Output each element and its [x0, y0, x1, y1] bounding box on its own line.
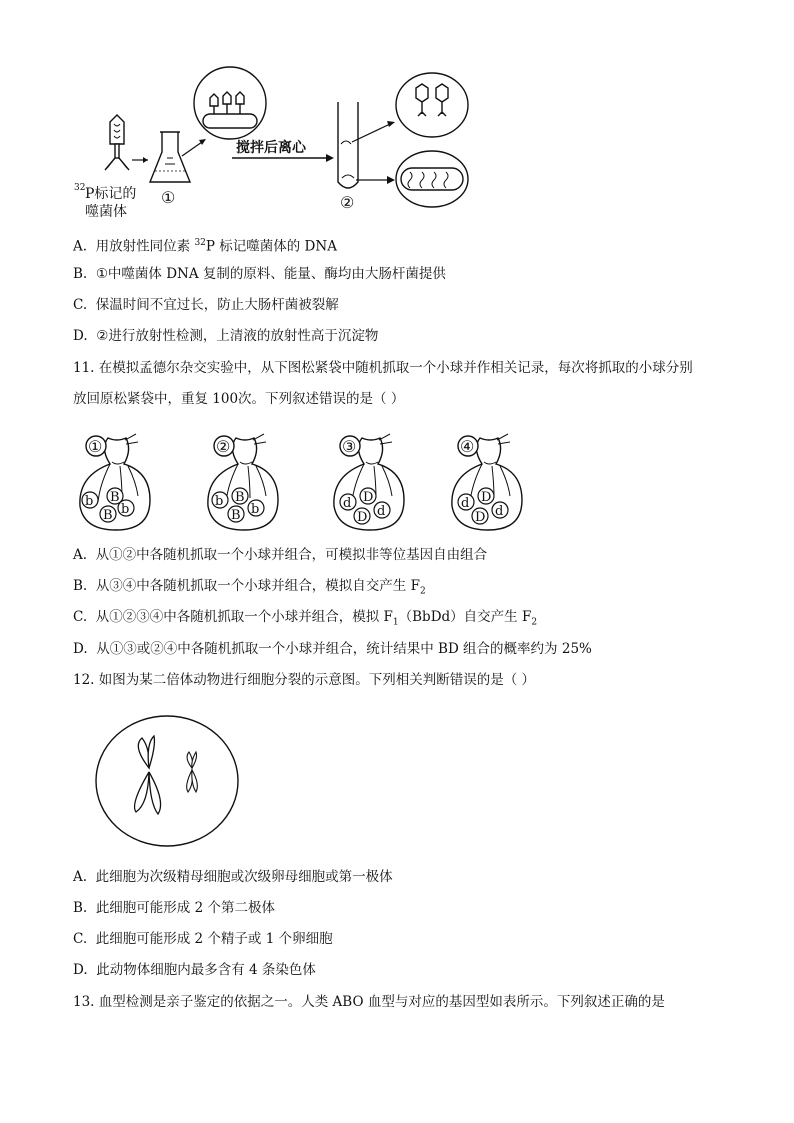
stir-centrifuge-label: 搅拌后离心: [236, 140, 306, 156]
q12-option-d: D. 此动物体细胞内最多含有 4 条染色体: [73, 962, 316, 978]
cell-division-figure: [94, 714, 240, 848]
sediment-circle: [396, 151, 468, 207]
supernatant-circle: [396, 73, 468, 137]
step1-label: ①: [161, 188, 176, 207]
bag-4-ball-4: d: [495, 504, 504, 519]
q11-option-d: D. 从①③或②④中各随机抓取一个小球并组合，统计结果中 BD 组合的概率约为 25%: [73, 641, 592, 657]
bag-4-ball-3: D: [475, 510, 486, 525]
bag-3: [334, 434, 404, 530]
q11-stem-line1: 11. 在模拟孟德尔杂交实验中，从下图松紧袋中随机抓取一个小球并作相关记录，每次将抓取的小球分别: [73, 360, 693, 376]
flask-icon: [150, 132, 190, 182]
q12-option-b: B. 此细胞可能形成 2 个第二极体: [73, 900, 275, 916]
bag-1-ball-2: B: [110, 490, 120, 505]
q12-stem: 12. 如图为某二倍体动物进行细胞分裂的示意图。下列相关判断错误的是（ ）: [73, 672, 536, 688]
bag-4-ball-1: d: [461, 496, 470, 511]
q10-option-a: A. 用放射性同位素 $^{32}$P 标记噬菌体的 DNA: [73, 238, 337, 255]
bag-1-label: ①: [88, 437, 103, 456]
bag-1-ball-1: b: [85, 494, 94, 509]
phage-attach-circle: [194, 67, 266, 139]
q10-option-c: C. 保温时间不宜过长，防止大肠杆菌被裂解: [73, 297, 339, 313]
bag-3-ball-2: D: [363, 490, 374, 505]
phage-experiment-figure: [70, 74, 470, 224]
q12-option-a: A. 此细胞为次级精母细胞或次级卵母细胞或第一极体: [73, 869, 393, 885]
q13-stem: 13. 血型检测是亲子鉴定的依据之一。人类 ABO 血型与对应的基因型如表所示。下列叙述正确的是: [73, 994, 665, 1010]
bag-4-ball-2: D: [481, 490, 492, 505]
centrifuge-tube-icon: [338, 102, 358, 188]
bag-4-label: ④: [460, 437, 475, 456]
bags-figure: [70, 426, 530, 538]
q10-option-b: B. ①中噬菌体 DNA 复制的原料、能量、酶均由大肠杆菌提供: [73, 266, 446, 282]
bag-2-ball-3: B: [231, 508, 241, 523]
labeled-phage-icon: [105, 115, 129, 170]
bag-3-label: ③: [342, 437, 357, 456]
bag-2-ball-4: b: [251, 502, 260, 517]
bag-1-ball-4: b: [121, 502, 130, 517]
bag-1: [80, 434, 150, 530]
bag-3-ball-1: d: [343, 496, 352, 511]
bag-2-ball-2: B: [235, 490, 245, 505]
phage-label-line2: 噬菌体: [85, 204, 127, 220]
q11-stem-line2: 放回原松紧袋中，重复 100次。下列叙述错误的是（ ）: [73, 391, 405, 407]
bag-2-label: ②: [216, 437, 231, 456]
step2-label: ②: [340, 193, 355, 212]
bag-1-ball-3: B: [103, 508, 113, 523]
bag-3-ball-3: D: [357, 510, 368, 525]
bag-4: [452, 434, 522, 530]
q12-option-c: C. 此细胞可能形成 2 个精子或 1 个卵细胞: [73, 931, 333, 947]
bag-2: [208, 434, 278, 530]
bag-3-ball-4: d: [377, 504, 386, 519]
q11-option-c: C. 从①②③④中各随机抓取一个小球并组合，模拟 $F_1(BbDd)$自交产生 $F_2$: [73, 609, 538, 628]
bag-2-ball-1: b: [215, 494, 224, 509]
q11-option-a: A. 从①②中各随机抓取一个小球并组合，可模拟非等位基因自由组合: [73, 547, 488, 563]
phage-label-line1: P标记的: [85, 186, 137, 202]
q10-option-d: D. ②进行放射性检测，上清液的放射性高于沉淀物: [73, 328, 379, 344]
q11-option-b: B. 从③④中各随机抓取一个小球并组合，模拟自交产生 $F_2$: [73, 578, 426, 597]
phage-label-sup: 32: [74, 183, 86, 193]
